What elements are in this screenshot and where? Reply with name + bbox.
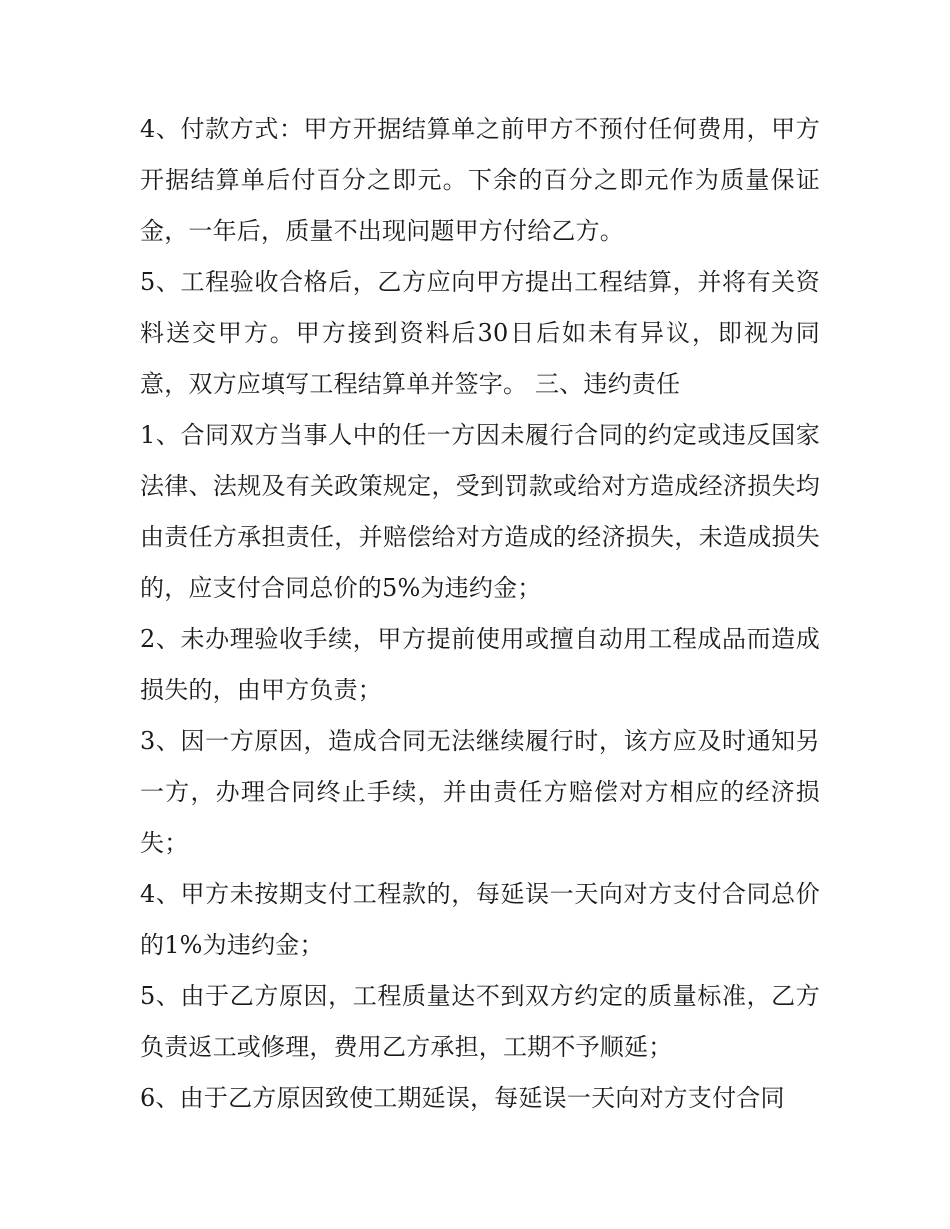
clause-4-late-payment: 4、甲方未按期支付工程款的，每延误一天向对方支付合同总价的1%为违约金； xyxy=(140,880,820,959)
clause-5-settlement: 5、工程验收合格后，乙方应向甲方提出工程结算，并将有关资料送交甲方。甲方接到资料后30日后如未有异议，即视为同意，双方应填写工程结算单并签字。 三、违约责任 xyxy=(140,268,820,398)
clause-6-delay: 6、由于乙方原因致使工期延误，每延误一天向对方支付合同 xyxy=(140,1084,785,1112)
clause-3-termination: 3、因一方原因，造成合同无法继续履行时，该方应及时通知另一方，办理合同终止手续，并由责任方赔偿对方相应的经济损失； xyxy=(140,727,820,857)
clause-1-liability: 1、合同双方当事人中的任一方因未履行合同的约定或违反国家法律、法规及有关政策规定，受到罚款或给对方造成经济损失均由责任方承担责任，并赔偿给对方造成的经济损失，未造成损失的，应支付合同总价的5%为违约金； xyxy=(140,421,820,602)
document-page xyxy=(140,104,820,1124)
clause-5-quality: 5、由于乙方原因，工程质量达不到双方约定的质量标准，乙方负责返工或修理，费用乙方承担，工期不予顺延； xyxy=(140,982,820,1061)
clause-2-acceptance: 2、未办理验收手续，甲方提前使用或擅自动用工程成品而造成损失的，由甲方负责； xyxy=(140,625,820,704)
clause-4-payment-method: 4、付款方式：甲方开据结算单之前甲方不预付任何费用，甲方开据结算单后付百分之即元。下余的百分之即元作为质量保证金，一年后，质量不出现问题甲方付给乙方。 xyxy=(140,115,820,245)
